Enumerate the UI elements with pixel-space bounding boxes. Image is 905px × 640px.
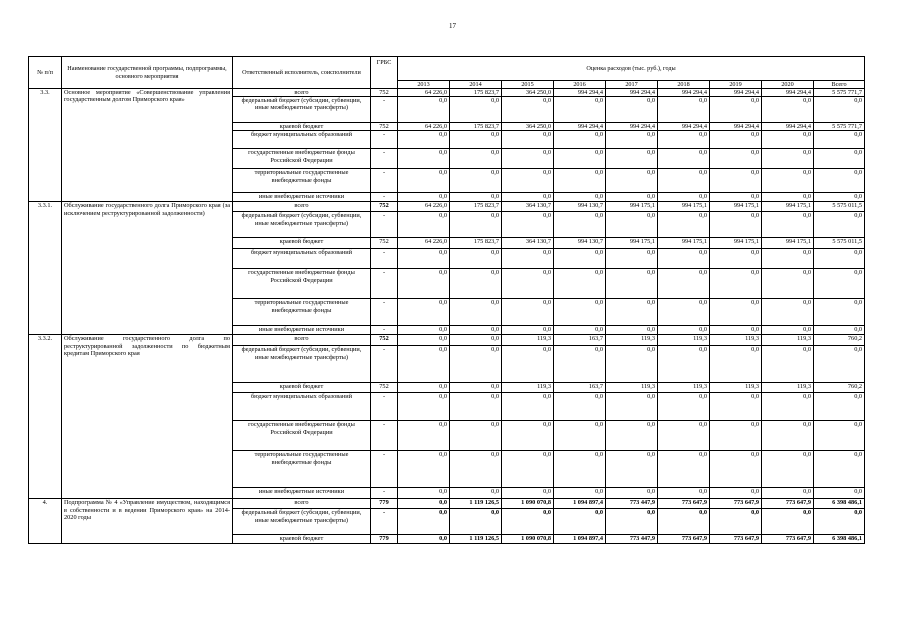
- grbs-code: -: [371, 451, 398, 488]
- header-executor: Ответственный исполнитель, соисполнители: [233, 57, 371, 89]
- amount-cell: 5 575 011,5: [814, 238, 865, 249]
- amount-cell: 773 647,9: [710, 535, 762, 543]
- amount-cell: 0,0: [398, 393, 450, 421]
- grbs-code: 752: [371, 89, 398, 97]
- grbs-code: -: [371, 169, 398, 193]
- header-year: 2015: [502, 81, 554, 89]
- amount-cell: 0,0: [814, 326, 865, 335]
- amount-cell: 0,0: [398, 499, 450, 509]
- amount-cell: 0,0: [710, 249, 762, 269]
- amount-cell: 0,0: [762, 326, 814, 335]
- amount-cell: 6 398 486,1: [814, 535, 865, 543]
- amount-cell: 0,0: [502, 393, 554, 421]
- amount-cell: 994 175,1: [762, 202, 814, 212]
- amount-cell: 0,0: [398, 269, 450, 299]
- amount-cell: 175 823,7: [450, 202, 502, 212]
- funding-source: краевой бюджет: [233, 535, 371, 543]
- amount-cell: 0,0: [398, 535, 450, 543]
- amount-cell: 0,0: [502, 488, 554, 499]
- amount-cell: 994 294,4: [762, 89, 814, 97]
- amount-cell: 0,0: [398, 488, 450, 499]
- amount-cell: 994 130,7: [554, 238, 606, 249]
- amount-cell: 163,7: [554, 383, 606, 393]
- amount-cell: 0,0: [762, 451, 814, 488]
- amount-cell: 0,0: [554, 97, 606, 123]
- amount-cell: 0,0: [398, 326, 450, 335]
- amount-cell: 0,0: [710, 149, 762, 169]
- header-expenses: Оценка расходов (тыс. руб.), годы: [398, 57, 865, 81]
- amount-cell: 163,7: [554, 335, 606, 346]
- amount-cell: 0,0: [450, 149, 502, 169]
- amount-cell: 0,0: [554, 488, 606, 499]
- amount-cell: 773 647,9: [710, 499, 762, 509]
- table-row: [29, 335, 865, 346]
- amount-cell: 994 294,4: [762, 123, 814, 131]
- grbs-code: -: [371, 212, 398, 238]
- amount-cell: 0,0: [606, 249, 658, 269]
- header-year: 2018: [658, 81, 710, 89]
- amount-cell: 0,0: [658, 212, 710, 238]
- amount-cell: 64 226,0: [398, 89, 450, 97]
- amount-cell: 0,0: [762, 97, 814, 123]
- amount-cell: 994 294,4: [710, 123, 762, 131]
- amount-cell: 0,0: [814, 249, 865, 269]
- funding-source: территориальные государственные внебюджетные фонды: [233, 169, 371, 193]
- amount-cell: 0,0: [398, 97, 450, 123]
- amount-cell: 0,0: [554, 212, 606, 238]
- grbs-code: 752: [371, 383, 398, 393]
- amount-cell: 0,0: [658, 269, 710, 299]
- funding-source: бюджет муниципальных образований: [233, 393, 371, 421]
- funding-source: иные внебюджетные источники: [233, 326, 371, 335]
- amount-cell: 0,0: [606, 346, 658, 383]
- amount-cell: 0,0: [450, 451, 502, 488]
- amount-cell: 0,0: [710, 488, 762, 499]
- amount-cell: 0,0: [502, 509, 554, 535]
- funding-source: федеральный бюджет (субсидии, субвенции, иные межбюджетные трансферты): [233, 509, 371, 535]
- amount-cell: 0,0: [502, 421, 554, 451]
- amount-cell: 994 130,7: [554, 202, 606, 212]
- amount-cell: 994 175,1: [710, 238, 762, 249]
- amount-cell: 0,0: [606, 131, 658, 149]
- amount-cell: 0,0: [450, 421, 502, 451]
- amount-cell: 0,0: [814, 131, 865, 149]
- grbs-code: 752: [371, 335, 398, 346]
- amount-cell: 0,0: [398, 346, 450, 383]
- grbs-code: -: [371, 131, 398, 149]
- header-name: Наименование государственной программы, подпрограммы, основного мероприятия: [62, 57, 233, 89]
- amount-cell: 119,3: [710, 335, 762, 346]
- funding-source: иные внебюджетные источники: [233, 488, 371, 499]
- amount-cell: 0,0: [814, 488, 865, 499]
- amount-cell: 0,0: [762, 193, 814, 202]
- amount-cell: 0,0: [606, 193, 658, 202]
- amount-cell: 0,0: [606, 421, 658, 451]
- amount-cell: 119,3: [502, 383, 554, 393]
- grbs-code: -: [371, 299, 398, 326]
- amount-cell: 773 447,9: [606, 499, 658, 509]
- funding-source: бюджет муниципальных образований: [233, 131, 371, 149]
- amount-cell: 175 823,7: [450, 123, 502, 131]
- amount-cell: 0,0: [398, 335, 450, 346]
- table-row: [29, 499, 865, 509]
- amount-cell: 0,0: [450, 131, 502, 149]
- amount-cell: 0,0: [502, 193, 554, 202]
- amount-cell: 0,0: [710, 131, 762, 149]
- amount-cell: 0,0: [502, 131, 554, 149]
- amount-cell: 0,0: [814, 97, 865, 123]
- amount-cell: 0,0: [398, 383, 450, 393]
- funding-source: территориальные государственные внебюджетные фонды: [233, 451, 371, 488]
- amount-cell: 364 250,0: [502, 123, 554, 131]
- amount-cell: 994 175,1: [658, 202, 710, 212]
- header-year: 2019: [710, 81, 762, 89]
- amount-cell: 0,0: [658, 488, 710, 499]
- amount-cell: 0,0: [554, 393, 606, 421]
- amount-cell: 0,0: [398, 299, 450, 326]
- amount-cell: 119,3: [658, 383, 710, 393]
- amount-cell: 0,0: [814, 269, 865, 299]
- amount-cell: 0,0: [606, 326, 658, 335]
- amount-cell: 773 647,9: [658, 535, 710, 543]
- funding-source: всего: [233, 89, 371, 97]
- amount-cell: 0,0: [450, 383, 502, 393]
- header-year: 2014: [450, 81, 502, 89]
- amount-cell: 0,0: [398, 249, 450, 269]
- amount-cell: 0,0: [554, 451, 606, 488]
- funding-source: территориальные государственные внебюджетные фонды: [233, 299, 371, 326]
- amount-cell: 0,0: [658, 299, 710, 326]
- amount-cell: 0,0: [762, 421, 814, 451]
- amount-cell: 994 175,1: [606, 202, 658, 212]
- amount-cell: 1 094 897,4: [554, 535, 606, 543]
- grbs-code: -: [371, 326, 398, 335]
- expenses-table: [28, 56, 865, 544]
- amount-cell: 0,0: [606, 169, 658, 193]
- amount-cell: 0,0: [762, 299, 814, 326]
- amount-cell: 0,0: [710, 269, 762, 299]
- grbs-code: 752: [371, 202, 398, 212]
- amount-cell: 119,3: [502, 335, 554, 346]
- amount-cell: 0,0: [554, 169, 606, 193]
- header-num: № п/п: [29, 57, 62, 89]
- row-number: 3.3.: [29, 89, 62, 202]
- amount-cell: 0,0: [710, 421, 762, 451]
- amount-cell: 0,0: [762, 488, 814, 499]
- amount-cell: 0,0: [658, 131, 710, 149]
- amount-cell: 1 090 070,8: [502, 499, 554, 509]
- amount-cell: 175 823,7: [450, 238, 502, 249]
- amount-cell: 119,3: [710, 383, 762, 393]
- amount-cell: 0,0: [502, 169, 554, 193]
- amount-cell: 0,0: [762, 269, 814, 299]
- grbs-code: 752: [371, 123, 398, 131]
- amount-cell: 0,0: [814, 193, 865, 202]
- amount-cell: 0,0: [658, 193, 710, 202]
- amount-cell: 64 226,0: [398, 202, 450, 212]
- amount-cell: 0,0: [502, 326, 554, 335]
- amount-cell: 0,0: [606, 212, 658, 238]
- funding-source: иные внебюджетные источники: [233, 193, 371, 202]
- program-name: Подпрограмма № 4 «Управление имуществом, находящимся в собственности и в ведении Приморского края» на 2014-2020 годы: [62, 499, 233, 543]
- amount-cell: 994 175,1: [606, 238, 658, 249]
- amount-cell: 994 294,4: [710, 89, 762, 97]
- program-name: Обслуживание государственного долга по реструктурированной задолженности по бюджетным кредитам Приморского края: [62, 335, 233, 499]
- header-year: 2020: [762, 81, 814, 89]
- amount-cell: 0,0: [450, 249, 502, 269]
- amount-cell: 773 647,9: [762, 499, 814, 509]
- amount-cell: 0,0: [398, 169, 450, 193]
- amount-cell: 0,0: [658, 421, 710, 451]
- amount-cell: 773 447,9: [606, 535, 658, 543]
- amount-cell: 0,0: [502, 249, 554, 269]
- amount-cell: 0,0: [554, 299, 606, 326]
- amount-cell: 0,0: [450, 299, 502, 326]
- amount-cell: 0,0: [502, 97, 554, 123]
- amount-cell: 0,0: [450, 488, 502, 499]
- amount-cell: 0,0: [814, 149, 865, 169]
- amount-cell: 0,0: [710, 509, 762, 535]
- amount-cell: 0,0: [658, 393, 710, 421]
- row-number: 3.3.2.: [29, 335, 62, 499]
- amount-cell: 0,0: [554, 193, 606, 202]
- amount-cell: 0,0: [450, 326, 502, 335]
- header-year: 2017: [606, 81, 658, 89]
- amount-cell: 0,0: [450, 346, 502, 383]
- amount-cell: 773 647,9: [658, 499, 710, 509]
- grbs-code: -: [371, 193, 398, 202]
- amount-cell: 0,0: [554, 149, 606, 169]
- amount-cell: 0,0: [814, 299, 865, 326]
- amount-cell: 1 090 070,8: [502, 535, 554, 543]
- amount-cell: 0,0: [606, 149, 658, 169]
- amount-cell: 0,0: [814, 421, 865, 451]
- amount-cell: 0,0: [554, 346, 606, 383]
- amount-cell: 119,3: [762, 335, 814, 346]
- amount-cell: 0,0: [762, 169, 814, 193]
- grbs-code: 752: [371, 238, 398, 249]
- grbs-code: 779: [371, 499, 398, 509]
- amount-cell: 0,0: [658, 97, 710, 123]
- funding-source: федеральный бюджет (субсидии, субвенции, иные межбюджетные трансферты): [233, 212, 371, 238]
- amount-cell: 364 250,0: [502, 89, 554, 97]
- grbs-code: -: [371, 421, 398, 451]
- amount-cell: 0,0: [554, 509, 606, 535]
- amount-cell: 0,0: [606, 509, 658, 535]
- amount-cell: 760,2: [814, 335, 865, 346]
- amount-cell: 119,3: [762, 383, 814, 393]
- amount-cell: 0,0: [554, 326, 606, 335]
- grbs-code: -: [371, 509, 398, 535]
- amount-cell: 0,0: [606, 393, 658, 421]
- amount-cell: 0,0: [398, 131, 450, 149]
- amount-cell: 1 119 126,5: [450, 499, 502, 509]
- grbs-code: -: [371, 249, 398, 269]
- program-name: Основное мероприятие «Совершенствование управления государственным долгом Приморского края»: [62, 89, 233, 202]
- funding-source: государственные внебюджетные фонды Российской Федерации: [233, 149, 371, 169]
- amount-cell: 994 175,1: [658, 238, 710, 249]
- amount-cell: 0,0: [658, 149, 710, 169]
- amount-cell: 0,0: [450, 212, 502, 238]
- amount-cell: 0,0: [658, 451, 710, 488]
- amount-cell: 0,0: [606, 269, 658, 299]
- amount-cell: 0,0: [710, 193, 762, 202]
- amount-cell: 0,0: [398, 212, 450, 238]
- amount-cell: 0,0: [710, 451, 762, 488]
- amount-cell: 0,0: [710, 97, 762, 123]
- amount-cell: 119,3: [606, 335, 658, 346]
- amount-cell: 994 175,1: [762, 238, 814, 249]
- amount-cell: 0,0: [450, 509, 502, 535]
- amount-cell: 0,0: [502, 299, 554, 326]
- amount-cell: 0,0: [762, 509, 814, 535]
- grbs-code: -: [371, 393, 398, 421]
- amount-cell: 0,0: [398, 451, 450, 488]
- amount-cell: 0,0: [450, 269, 502, 299]
- amount-cell: 0,0: [450, 393, 502, 421]
- amount-cell: 0,0: [502, 212, 554, 238]
- amount-cell: 0,0: [814, 451, 865, 488]
- amount-cell: 0,0: [398, 421, 450, 451]
- funding-source: краевой бюджет: [233, 123, 371, 131]
- amount-cell: 0,0: [762, 212, 814, 238]
- funding-source: всего: [233, 499, 371, 509]
- amount-cell: 0,0: [658, 346, 710, 383]
- amount-cell: 5 575 771,7: [814, 123, 865, 131]
- amount-cell: 0,0: [814, 169, 865, 193]
- amount-cell: 1 119 126,5: [450, 535, 502, 543]
- amount-cell: 64 226,0: [398, 123, 450, 131]
- amount-cell: 760,2: [814, 383, 865, 393]
- row-number: 4.: [29, 499, 62, 543]
- amount-cell: 0,0: [606, 299, 658, 326]
- amount-cell: 0,0: [450, 97, 502, 123]
- amount-cell: 0,0: [606, 488, 658, 499]
- funding-source: бюджет муниципальных образований: [233, 249, 371, 269]
- amount-cell: 0,0: [710, 346, 762, 383]
- grbs-code: -: [371, 488, 398, 499]
- amount-cell: 0,0: [814, 509, 865, 535]
- amount-cell: 119,3: [606, 383, 658, 393]
- amount-cell: 0,0: [398, 193, 450, 202]
- amount-cell: 0,0: [450, 335, 502, 346]
- amount-cell: 0,0: [450, 193, 502, 202]
- amount-cell: 773 647,9: [762, 535, 814, 543]
- amount-cell: 0,0: [762, 393, 814, 421]
- amount-cell: 5 575 011,5: [814, 202, 865, 212]
- amount-cell: 994 294,4: [606, 123, 658, 131]
- program-name: Обслуживание государственного долга Приморского края (за исключением реструктурированной задолженности): [62, 202, 233, 335]
- grbs-code: -: [371, 97, 398, 123]
- grbs-code: -: [371, 149, 398, 169]
- funding-source: краевой бюджет: [233, 383, 371, 393]
- amount-cell: 994 294,4: [554, 89, 606, 97]
- header-year: 2016: [554, 81, 606, 89]
- amount-cell: 0,0: [658, 509, 710, 535]
- amount-cell: 364 130,7: [502, 202, 554, 212]
- grbs-code: 779: [371, 535, 398, 543]
- funding-source: всего: [233, 202, 371, 212]
- amount-cell: 0,0: [398, 509, 450, 535]
- funding-source: краевой бюджет: [233, 238, 371, 249]
- table-row: [29, 202, 865, 212]
- amount-cell: 1 094 897,4: [554, 499, 606, 509]
- amount-cell: 994 294,4: [658, 123, 710, 131]
- amount-cell: 994 294,4: [554, 123, 606, 131]
- grbs-code: -: [371, 346, 398, 383]
- funding-source: федеральный бюджет (субсидии, субвенции, иные межбюджетные трансферты): [233, 97, 371, 123]
- amount-cell: 0,0: [554, 421, 606, 451]
- amount-cell: 0,0: [502, 451, 554, 488]
- amount-cell: 0,0: [762, 249, 814, 269]
- funding-source: государственные внебюджетные фонды Российской Федерации: [233, 421, 371, 451]
- amount-cell: 0,0: [658, 326, 710, 335]
- table-row: [29, 89, 865, 97]
- amount-cell: 0,0: [762, 149, 814, 169]
- amount-cell: 0,0: [814, 212, 865, 238]
- amount-cell: 0,0: [762, 346, 814, 383]
- amount-cell: 0,0: [762, 131, 814, 149]
- amount-cell: 0,0: [554, 131, 606, 149]
- amount-cell: 0,0: [606, 451, 658, 488]
- amount-cell: 0,0: [502, 269, 554, 299]
- amount-cell: 0,0: [606, 97, 658, 123]
- amount-cell: 0,0: [658, 169, 710, 193]
- funding-source: федеральный бюджет (субсидии, субвенции, иные межбюджетные трансферты): [233, 346, 371, 383]
- amount-cell: 0,0: [554, 249, 606, 269]
- amount-cell: 0,0: [658, 249, 710, 269]
- amount-cell: 0,0: [502, 346, 554, 383]
- amount-cell: 6 398 486,1: [814, 499, 865, 509]
- amount-cell: 994 175,1: [710, 202, 762, 212]
- header-year: 2013: [398, 81, 450, 89]
- amount-cell: 994 294,4: [658, 89, 710, 97]
- amount-cell: 119,3: [658, 335, 710, 346]
- amount-cell: 364 130,7: [502, 238, 554, 249]
- amount-cell: 0,0: [814, 346, 865, 383]
- header-grbs: ГРБС: [371, 57, 398, 89]
- amount-cell: 0,0: [710, 169, 762, 193]
- amount-cell: 5 575 771,7: [814, 89, 865, 97]
- amount-cell: 0,0: [554, 269, 606, 299]
- funding-source: государственные внебюджетные фонды Российской Федерации: [233, 269, 371, 299]
- page-number: 17: [449, 22, 456, 30]
- amount-cell: 0,0: [450, 169, 502, 193]
- amount-cell: 0,0: [502, 149, 554, 169]
- amount-cell: 175 823,7: [450, 89, 502, 97]
- amount-cell: 64 226,0: [398, 238, 450, 249]
- amount-cell: 0,0: [814, 393, 865, 421]
- amount-cell: 994 294,4: [606, 89, 658, 97]
- amount-cell: 0,0: [710, 299, 762, 326]
- grbs-code: -: [371, 269, 398, 299]
- amount-cell: 0,0: [710, 326, 762, 335]
- amount-cell: 0,0: [398, 149, 450, 169]
- funding-source: всего: [233, 335, 371, 346]
- amount-cell: 0,0: [710, 393, 762, 421]
- amount-cell: 0,0: [710, 212, 762, 238]
- header-year: Всего: [814, 81, 865, 89]
- row-number: 3.3.1.: [29, 202, 62, 335]
